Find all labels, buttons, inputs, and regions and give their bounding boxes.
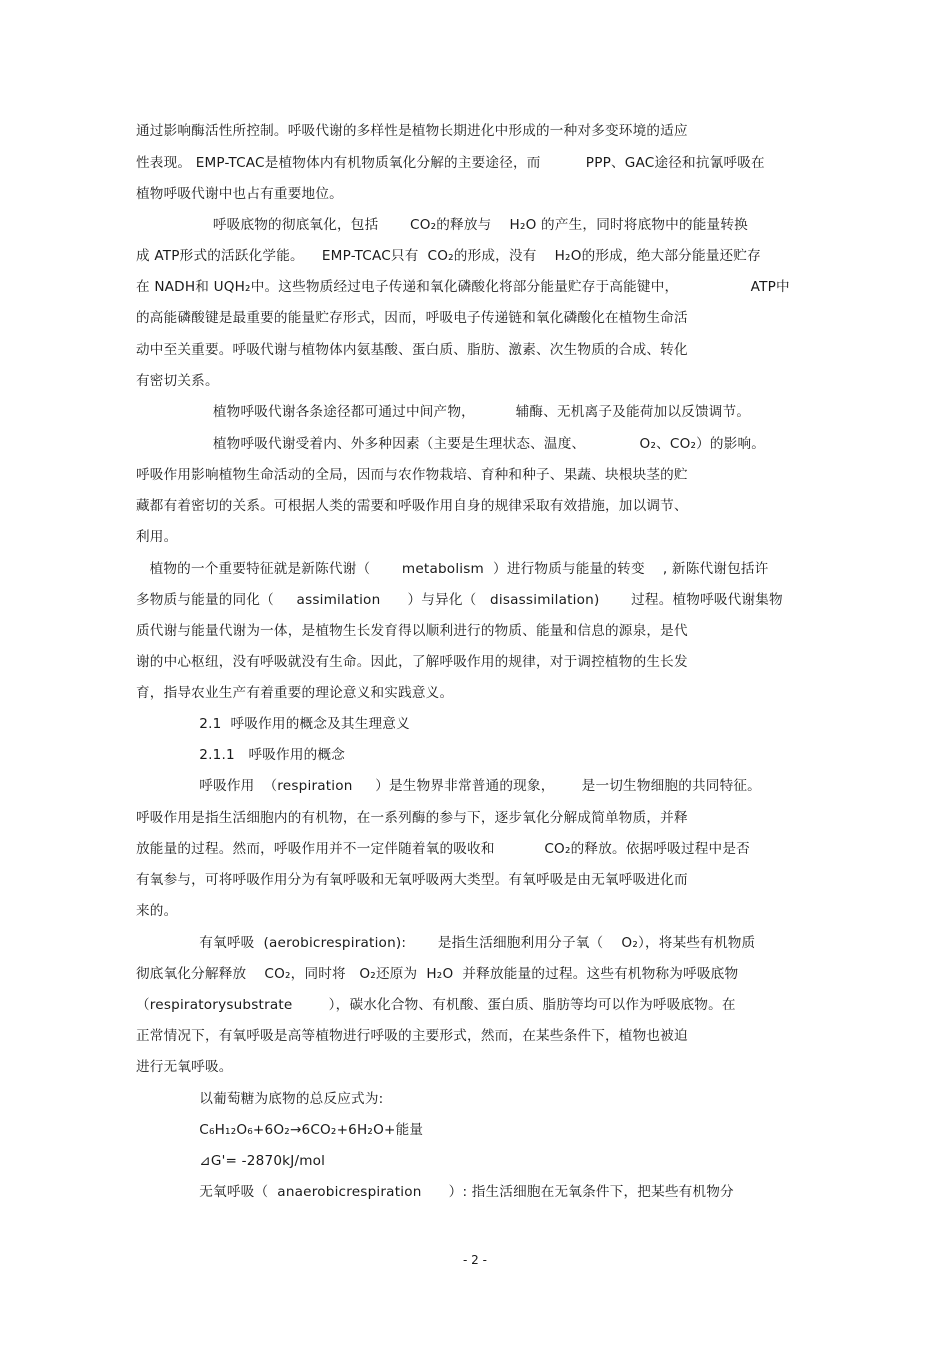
- text-line: 的高能磷酸键是最重要的能量贮存形式，因而，呼吸电子传递链和氧化磷酸化在植物生命活: [136, 310, 688, 326]
- text-line: 彻底氧化分解释放 CO₂，同时将 O₂还原为 H₂O 并释放能量的过程。这些有机物称为呼吸底物: [136, 966, 739, 982]
- text-line: 育，指导农业生产有着重要的理论意义和实践意义。: [136, 685, 454, 701]
- text-line: 有密切关系。: [136, 373, 219, 389]
- text-line: 动中至关重要。呼吸代谢与植物体内氨基酸、蛋白质、脂肪、激素、次生物质的合成、转化: [136, 342, 688, 358]
- text-line: 植物的一个重要特征就是新陈代谢（ metabolism ）进行物质与能量的转变 , 新陈代谢包括许: [136, 561, 769, 577]
- text-line: 呼吸作用影响植物生命活动的全局，因而与农作物栽培、育种和种子、果蔬、块根块茎的贮: [136, 467, 688, 483]
- text-line: 正常情况下，有氧呼吸是高等植物进行呼吸的主要形式，然而，在某些条件下，植物也被迫: [136, 1028, 688, 1044]
- text-line: 多物质与能量的同化（ assimilation ）与异化（ disassimilation) 过程。植物呼吸代谢集物: [136, 592, 783, 608]
- text-line: 放能量的过程。然而，呼吸作用并不一定伴随着氧的吸收和 CO₂的释放。依据呼吸过程中是否: [136, 841, 750, 857]
- text-line: 性表现。 EMP-TCAC是植物体内有机物质氧化分解的主要途径，而 PPP、GAC途径和抗氰呼吸在: [136, 155, 765, 171]
- text-line: （respiratorysubstrate ），碳水化合物、有机酸、蛋白质、脂肪等均可以作为呼吸底物。在: [136, 997, 736, 1013]
- text-line: 进行无氧呼吸。: [136, 1059, 233, 1075]
- equation-line: C₆H₁₂O₆+6O₂→6CO₂+6H₂O+能量: [136, 1122, 424, 1138]
- text-line: 来的。: [136, 903, 178, 919]
- text-line: 谢的中心枢纽，没有呼吸就没有生命。因此，了解呼吸作用的规律，对于调控植物的生长发: [136, 654, 688, 670]
- text-line: 植物呼吸代谢受着内、外多种因素（主要是生理状态、温度、 O₂、CO₂）的影响。: [136, 436, 766, 452]
- equation-line: ⊿G'= -2870kJ/mol: [136, 1153, 326, 1169]
- text-line: 植物呼吸代谢各条途径都可通过中间产物， 辅酶、无机离子及能荷加以反馈调节。: [136, 404, 751, 420]
- section-heading: 2.1 呼吸作用的概念及其生理意义: [136, 716, 410, 732]
- text-line: 有氧参与，可将呼吸作用分为有氧呼吸和无氧呼吸两大类型。有氧呼吸是由无氧呼吸进化而: [136, 872, 688, 888]
- text-line: 利用。: [136, 529, 178, 545]
- text-line: 在 NADH和 UQH₂中。这些物质经过电子传递和氧化磷酸化将部分能量贮存于高能键中， ATP中: [136, 279, 790, 295]
- text-line: 植物呼吸代谢中也占有重要地位。: [136, 186, 343, 202]
- text-line: 藏都有着密切的关系。可根据人类的需要和呼吸作用自身的规律采取有效措施，加以调节、: [136, 498, 688, 514]
- text-line: 有氧呼吸 (aerobicrespiration): 是指生活细胞利用分子氧（ O₂），将某些有机物质: [136, 935, 756, 951]
- text-line: 呼吸作用 （respiration ）是生物界非常普通的现象， 是一切生物细胞的共同特征。: [136, 778, 761, 794]
- text-line: 呼吸底物的彻底氧化，包括 CO₂的释放与 H₂O 的产生，同时将底物中的能量转换: [136, 217, 748, 233]
- text-line: 以葡萄糖为底物的总反应式为:: [136, 1091, 384, 1107]
- page-number: - 2 -: [463, 1253, 487, 1267]
- text-line: 通过影响酶活性所控制。呼吸代谢的多样性是植物长期进化中形成的一种对多变环境的适应: [136, 123, 688, 139]
- subsection-heading: 2.1.1 呼吸作用的概念: [136, 747, 346, 763]
- text-line: 无氧呼吸（ anaerobicrespiration ）: 指生活细胞在无氧条件下，把某些有机物分: [136, 1184, 734, 1200]
- text-line: 质代谢与能量代谢为一体，是植物生长发育得以顺利进行的物质、能量和信息的源泉，是代: [136, 623, 688, 639]
- text-line: 成 ATP形式的活跃化学能。 EMP-TCAC只有 CO₂的形成，没有 H₂O的形成，绝大部分能量还贮存: [136, 248, 761, 264]
- text-line: 呼吸作用是指生活细胞内的有机物，在一系列酶的参与下，逐步氧化分解成简单物质，并释: [136, 810, 688, 826]
